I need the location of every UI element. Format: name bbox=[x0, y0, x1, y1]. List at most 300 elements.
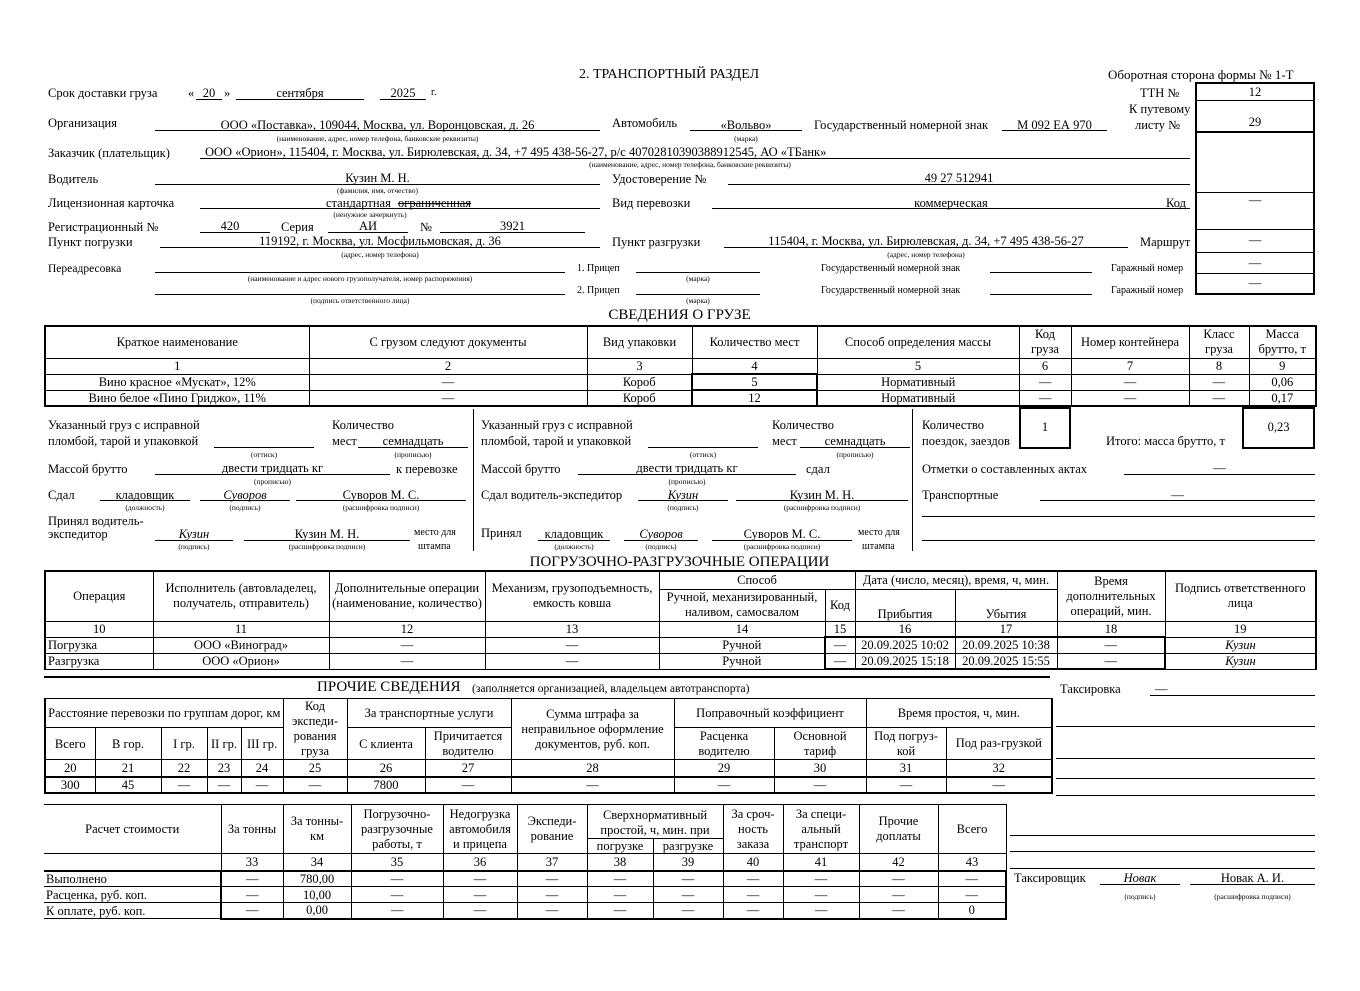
driver-gave-signature: Кузин bbox=[667, 488, 699, 502]
acc-signature: Кузин bbox=[178, 527, 210, 541]
ops-h-additional: Дополнительные операции (наименование, количество) bbox=[329, 571, 485, 621]
other-h-services: За транспортные услуги bbox=[347, 699, 511, 728]
no-label: № bbox=[420, 220, 432, 234]
gave-label: Сдал bbox=[48, 488, 75, 502]
code-value: — bbox=[1248, 193, 1262, 207]
cost-num: 34 bbox=[283, 854, 351, 871]
other-title: ПРОЧИЕ СВЕДЕНИЯ bbox=[317, 679, 461, 695]
ops-cell: Разгрузка bbox=[45, 653, 153, 669]
cost-h: Всего bbox=[938, 805, 1006, 854]
waybill-value: 29 bbox=[1248, 115, 1262, 129]
gave-name: Суворов М. С. bbox=[342, 488, 420, 502]
ops-h-operation: Операция bbox=[45, 571, 153, 621]
transport-value: — bbox=[1171, 488, 1184, 502]
cost-cell: — bbox=[859, 903, 938, 919]
other-cell: — bbox=[425, 777, 511, 793]
cargo-cell: 0,17 bbox=[1249, 390, 1316, 406]
cost-cell: — bbox=[221, 903, 283, 919]
imprint-hint: (оттиск) bbox=[689, 450, 717, 459]
other-cell: 300 bbox=[45, 777, 95, 793]
cost-h-calc: Расчет стоимости bbox=[44, 805, 221, 854]
qty-label-2: Количество bbox=[772, 418, 834, 432]
seal-left-l2: пломбой, тарой и упаковкой bbox=[48, 434, 199, 448]
mass-value: двести тридцать кг bbox=[221, 461, 324, 475]
places-label-2: мест bbox=[772, 434, 797, 448]
cargo-cell: — bbox=[1071, 374, 1189, 390]
stamp2-l2: штампа bbox=[862, 541, 895, 552]
cost-cell: — bbox=[443, 871, 517, 887]
cost-h: Экспеди-рование bbox=[517, 805, 587, 854]
redirect-hint-2: (подпись ответственного лица) bbox=[310, 296, 410, 305]
no-value: 3921 bbox=[500, 219, 525, 233]
ops-cell: Кузин bbox=[1165, 653, 1316, 669]
total-label: Итого: масса брутто, т bbox=[1106, 434, 1225, 448]
cost-cell: — bbox=[221, 871, 283, 887]
ops-cell: Ручной bbox=[659, 637, 825, 653]
trailer2-label: 2. Прицеп bbox=[577, 285, 620, 296]
form-label: Оборотная сторона формы № 1-Т bbox=[1108, 67, 1294, 82]
cargo-cell: — bbox=[1019, 390, 1071, 406]
acc2-signature: Суворов bbox=[639, 527, 683, 541]
ops-num: 17 bbox=[955, 621, 1057, 637]
table-row bbox=[45, 390, 1316, 406]
places-value-2: семнадцать bbox=[824, 434, 886, 448]
other-num: 22 bbox=[161, 760, 207, 777]
cost-h-excess: Сверхнормативный простой, ч, мин. при bbox=[587, 805, 723, 839]
cost-num: 39 bbox=[653, 854, 723, 871]
seal-mid-l2: пломбой, тарой и упаковкой bbox=[481, 434, 632, 448]
series-label: Серия bbox=[281, 220, 314, 234]
garage1-value: — bbox=[1248, 256, 1262, 270]
cost-cell: — bbox=[723, 903, 783, 919]
ops-h-executor: Исполнитель (автовладелец, получатель, отправитель) bbox=[153, 571, 329, 621]
cargo-cell: — bbox=[1189, 390, 1249, 406]
other-num: 30 bbox=[774, 760, 866, 777]
cert-label: Удостоверение № bbox=[612, 172, 707, 186]
transport-kind-label: Вид перевозки bbox=[612, 196, 691, 210]
driver-gave-name: Кузин М. Н. bbox=[789, 488, 855, 502]
cost-row-label: Выполнено bbox=[44, 871, 221, 887]
cost-h-load: погрузке bbox=[587, 839, 653, 854]
cargo-cell: 0,06 bbox=[1249, 374, 1316, 390]
other-sub: I гр. bbox=[161, 728, 207, 760]
trailer1-hint: (марка) bbox=[686, 274, 710, 283]
cargo-h-docs: С грузом следуют документы bbox=[309, 326, 587, 358]
ops-h-code: Код bbox=[825, 589, 855, 621]
redirect-label: Переадресовка bbox=[48, 263, 122, 275]
accepted-l1: Принял водитель- bbox=[48, 514, 144, 528]
table-row bbox=[45, 777, 1052, 793]
customer-hint: (наименование, адрес, номер телефона, банковские реквизиты) bbox=[589, 160, 791, 169]
trailer1-plate-label: Государственный номерной знак bbox=[821, 263, 961, 274]
ops-cell: 20.09.2025 10:38 bbox=[955, 637, 1057, 653]
ops-h-time: Время дополнительных операций, мин. bbox=[1057, 571, 1165, 621]
license-value: стандартная bbox=[326, 196, 391, 210]
ops-title: ПОГРУЗОЧНО-РАЗГРУЗОЧНЫЕ ОПЕРАЦИИ bbox=[529, 554, 830, 570]
trailer2-hint: (марка) bbox=[686, 296, 710, 305]
ops-cell: Кузин bbox=[1165, 637, 1316, 653]
cargo-num: 6 bbox=[1019, 358, 1071, 374]
cost-cell: — bbox=[723, 887, 783, 903]
sign-hint: (подпись) bbox=[645, 542, 677, 551]
ops-h-departure: Убытия bbox=[955, 589, 1057, 621]
imprint-hint: (оттиск) bbox=[250, 450, 278, 459]
cargo-cell: Вино красное «Мускат», 12% bbox=[45, 374, 309, 390]
cargo-h-mass: Масса брутто, т bbox=[1249, 326, 1316, 358]
cost-cell: 0,00 bbox=[283, 903, 351, 919]
auto-value: «Вольво» bbox=[720, 118, 772, 132]
cargo-h-container: Номер контейнера bbox=[1071, 326, 1189, 358]
cargo-cell: — bbox=[1189, 374, 1249, 390]
cost-cell: — bbox=[653, 887, 723, 903]
ops-num: 12 bbox=[329, 621, 485, 637]
unload-label: Пункт разгрузки bbox=[612, 235, 701, 249]
acc-name: Кузин М. Н. bbox=[294, 527, 360, 541]
cost-cell: — bbox=[587, 903, 653, 919]
other-cell: — bbox=[161, 777, 207, 793]
places-label: мест bbox=[332, 434, 357, 448]
other-h-idle: Время простоя, ч, мин. bbox=[866, 699, 1052, 728]
other-h-fine: Сумма штрафа за неправильное оформление документов, руб. коп. bbox=[511, 699, 674, 760]
other-h-distance: Расстояние перевозки по группам дорог, км bbox=[45, 699, 283, 728]
other-num: 25 bbox=[283, 760, 347, 777]
cost-cell: — bbox=[351, 871, 443, 887]
ops-table bbox=[44, 570, 1317, 670]
customer-value: ООО «Орион», 115404, г. Москва, ул. Бирюлевская, д. 34, +7 495 438-56-27, р/с 40702810390388912545, АО «ТБанк» bbox=[205, 145, 827, 159]
ops-cell: Ручной bbox=[659, 653, 825, 669]
cost-h: За специ-альный транспорт bbox=[783, 805, 859, 854]
table-row bbox=[44, 887, 1006, 903]
other-cell: — bbox=[946, 777, 1052, 793]
stamp2-l1: место для bbox=[858, 527, 900, 538]
ttn-value: 12 bbox=[1248, 85, 1262, 99]
driver-hint: (фамилия, имя, отчество) bbox=[337, 186, 418, 195]
plate-label: Государственный номерной знак bbox=[814, 118, 989, 132]
decode-hint: (расшифровка подписи) bbox=[743, 542, 821, 551]
ops-cell: Погрузка bbox=[45, 637, 153, 653]
cost-cell: — bbox=[653, 871, 723, 887]
trips-l2: поездок, заездов bbox=[922, 434, 1010, 448]
ops-h-arrival: Прибытия bbox=[855, 589, 955, 621]
ops-cell: — bbox=[485, 653, 659, 669]
auto-hint: (марка) bbox=[734, 134, 758, 143]
delivery-month: сентября bbox=[276, 86, 324, 100]
ops-cell: ООО «Виноград» bbox=[153, 637, 329, 653]
cost-cell: 780,00 bbox=[283, 871, 351, 887]
cost-num: 38 bbox=[587, 854, 653, 871]
other-sub: В гор. bbox=[95, 728, 161, 760]
acts-value: — bbox=[1213, 461, 1226, 475]
trailer2-plate-label: Государственный номерной знак bbox=[821, 285, 961, 296]
accepted-l2: экспедитор bbox=[48, 527, 108, 541]
other-sub: Основной тариф bbox=[774, 728, 866, 760]
acc2-name: Суворов М. С. bbox=[743, 527, 821, 541]
taxer-sign-hint: (подпись) bbox=[1124, 892, 1156, 901]
cost-num: 37 bbox=[517, 854, 587, 871]
taxer-decode-hint: (расшифровка подписи) bbox=[1214, 892, 1291, 901]
cargo-h-mass-method: Способ определения массы bbox=[817, 326, 1019, 358]
other-sub: С клиента bbox=[347, 728, 425, 760]
other-num: 26 bbox=[347, 760, 425, 777]
cost-h: Недогрузка автомобиля и прицепа bbox=[443, 805, 517, 854]
sign-hint: (подпись) bbox=[667, 503, 699, 512]
other-sub: Расценка водителю bbox=[674, 728, 774, 760]
other-cell: — bbox=[774, 777, 866, 793]
redirect-hint-1: (наименование и адрес нового грузополучателя, номер распоряжения) bbox=[247, 274, 473, 283]
cost-cell: — bbox=[938, 871, 1006, 887]
ops-cell: — bbox=[485, 637, 659, 653]
cost-num: 42 bbox=[859, 854, 938, 871]
quote-open: « bbox=[188, 86, 195, 100]
ops-h-method: Способ bbox=[659, 571, 855, 589]
acc2-position: кладовщик bbox=[544, 527, 604, 541]
accepted2-label: Принял bbox=[481, 526, 522, 540]
cost-cell: — bbox=[587, 887, 653, 903]
cost-cell: — bbox=[783, 871, 859, 887]
cost-h-unload: разгрузке bbox=[653, 839, 723, 854]
cost-num: 35 bbox=[351, 854, 443, 871]
ops-num: 13 bbox=[485, 621, 659, 637]
other-cell: — bbox=[207, 777, 241, 793]
trips-value: 1 bbox=[1041, 420, 1049, 434]
cost-cell: — bbox=[783, 903, 859, 919]
other-cell: 45 bbox=[95, 777, 161, 793]
total-value: 0,23 bbox=[1267, 420, 1290, 434]
other-num: 23 bbox=[207, 760, 241, 777]
table-row bbox=[45, 653, 1316, 669]
cargo-h-class: Класс груза bbox=[1189, 326, 1249, 358]
trips-l1: Количество bbox=[922, 418, 984, 432]
other-sub: Всего bbox=[45, 728, 95, 760]
cost-h: Погрузочно-разгрузочные работы, т bbox=[351, 805, 443, 854]
ops-cell: 20.09.2025 15:18 bbox=[855, 653, 955, 669]
table-row bbox=[44, 871, 1006, 887]
ops-num: 15 bbox=[825, 621, 855, 637]
cargo-cell: — bbox=[1019, 374, 1071, 390]
cargo-cell: Короб bbox=[587, 374, 692, 390]
org-value: ООО «Поставка», 109044, Москва, ул. Воронцовская, д. 26 bbox=[220, 118, 535, 132]
taxer-name: Новак А. И. bbox=[1220, 871, 1285, 885]
cost-cell: — bbox=[938, 887, 1006, 903]
auto-label: Автомобиль bbox=[612, 116, 678, 130]
garage2-label: Гаражный номер bbox=[1111, 285, 1184, 296]
ops-num: 19 bbox=[1165, 621, 1316, 637]
cargo-table bbox=[44, 325, 1317, 407]
sign-hint: (подпись) bbox=[178, 542, 210, 551]
cargo-cell: Вино белое «Пино Гриджо», 11% bbox=[45, 390, 309, 406]
license-label: Лицензионная карточка bbox=[48, 196, 175, 210]
driver-gave-label: Сдал водитель-экспедитор bbox=[481, 488, 623, 502]
unload-value: 115404, г. Москва, ул. Бирюлевская, д. 34, +7 495 438-56-27 bbox=[768, 234, 1084, 248]
org-label: Организация bbox=[48, 116, 117, 130]
mass-value-2: двести тридцать кг bbox=[636, 461, 738, 475]
other-sub: III гр. bbox=[241, 728, 283, 760]
cargo-cell: Короб bbox=[587, 390, 692, 406]
ops-num: 11 bbox=[153, 621, 329, 637]
loading-value: 119192, г. Москва, ул. Мосфильмовская, д. 36 bbox=[259, 234, 501, 248]
other-title-note: (заполняется организацией, владельцем автотранспорта) bbox=[472, 683, 750, 695]
cost-h: За тонны bbox=[221, 805, 283, 854]
cert-value: 49 27 512941 bbox=[924, 171, 994, 185]
other-sub: Причитается водителю bbox=[425, 728, 511, 760]
table-row bbox=[45, 637, 1316, 653]
cost-cell: — bbox=[783, 887, 859, 903]
loading-hint: (адрес, номер телефона) bbox=[341, 250, 419, 259]
ops-cell: 20.09.2025 15:55 bbox=[955, 653, 1057, 669]
cargo-num: 8 bbox=[1189, 358, 1249, 374]
reg-label: Регистрационный № bbox=[48, 220, 159, 234]
license-struck: ограниченная bbox=[398, 196, 472, 210]
other-h-coef: Поправочный коэффициент bbox=[674, 699, 866, 728]
ops-cell: ООО «Орион» bbox=[153, 653, 329, 669]
cost-cell: — bbox=[517, 903, 587, 919]
cost-cell: — bbox=[517, 887, 587, 903]
other-cell: — bbox=[866, 777, 946, 793]
reg-number: 420 bbox=[220, 219, 240, 233]
cost-h: Прочие доплаты bbox=[859, 805, 938, 854]
cargo-cell: — bbox=[1071, 390, 1189, 406]
cost-cell: — bbox=[351, 887, 443, 903]
cost-cell: 0 bbox=[938, 903, 1006, 919]
cargo-num: 1 bbox=[45, 358, 309, 374]
other-cell: — bbox=[674, 777, 774, 793]
taxer-signature: Новак bbox=[1123, 871, 1157, 885]
waybill-label-1: К путевому bbox=[1129, 102, 1191, 116]
cargo-num: 4 bbox=[692, 358, 817, 374]
transport-label: Транспортные bbox=[922, 488, 999, 502]
handed-over: сдал bbox=[806, 462, 830, 476]
cost-table bbox=[44, 804, 1007, 920]
cargo-num: 7 bbox=[1071, 358, 1189, 374]
other-cell: 7800 bbox=[347, 777, 425, 793]
series-value: АИ bbox=[358, 219, 378, 233]
to-transport: к перевозке bbox=[396, 462, 458, 476]
cargo-cell: 12 bbox=[692, 390, 817, 406]
customer-label: Заказчик (плательщик) bbox=[48, 146, 170, 160]
places-value: семнадцать bbox=[382, 434, 444, 448]
stamp-l1: место для bbox=[414, 527, 456, 538]
waybill-label-2: листу № bbox=[1135, 118, 1181, 132]
words-hint: (прописью) bbox=[836, 450, 874, 459]
cost-h: За тонны-км bbox=[283, 805, 351, 854]
ops-h-date: Дата (число, месяц), время, ч, мин. bbox=[855, 571, 1057, 589]
section-title: 2. ТРАНСПОРТНЫЙ РАЗДЕЛ bbox=[579, 67, 760, 82]
route-value: — bbox=[1248, 233, 1262, 247]
gave-position: кладовщик bbox=[115, 488, 175, 502]
driver-value: Кузин М. Н. bbox=[345, 171, 410, 185]
cargo-h-pack: Вид упаковки bbox=[587, 326, 692, 358]
ttn-label: ТТН № bbox=[1140, 86, 1180, 100]
position-hint: (должность) bbox=[125, 503, 165, 512]
cargo-num: 3 bbox=[587, 358, 692, 374]
position-hint: (должность) bbox=[554, 542, 594, 551]
transport-kind-value: коммерческая bbox=[914, 196, 988, 210]
license-hint: (ненужное зачеркнуть) bbox=[333, 210, 407, 219]
delivery-year: 2025 bbox=[390, 86, 416, 100]
ops-num: 18 bbox=[1057, 621, 1165, 637]
ops-num: 16 bbox=[855, 621, 955, 637]
taxation-value: — bbox=[1155, 682, 1168, 696]
ops-cell: — bbox=[1057, 653, 1165, 669]
gave-signature: Суворов bbox=[223, 488, 267, 502]
garage1-label: Гаражный номер bbox=[1111, 263, 1184, 274]
cargo-h-code: Код груза bbox=[1019, 326, 1071, 358]
decode-hint: (расшифровка подписи) bbox=[783, 503, 861, 512]
taxer-label: Таксировщик bbox=[1014, 871, 1086, 885]
cost-cell: — bbox=[859, 871, 938, 887]
cost-cell: — bbox=[723, 871, 783, 887]
words-hint: (прописью) bbox=[394, 450, 432, 459]
taxation-label: Таксировка bbox=[1060, 682, 1121, 696]
acts-label: Отметки о составленных актах bbox=[922, 462, 1088, 476]
other-cell: — bbox=[241, 777, 283, 793]
trailer1-label: 1. Прицеп bbox=[577, 263, 620, 274]
unload-hint: (адрес, номер телефона) bbox=[887, 250, 965, 259]
ops-cell: — bbox=[329, 637, 485, 653]
other-num: 20 bbox=[45, 760, 95, 777]
sign-hint: (подпись) bbox=[229, 503, 261, 512]
cargo-cell: — bbox=[309, 390, 587, 406]
org-hint: (наименование, адрес, номер телефона, банковские реквизиты) bbox=[276, 134, 479, 143]
ops-h-method-sub: Ручной, механизированный, наливом, самосвалом bbox=[659, 589, 825, 621]
other-num: 31 bbox=[866, 760, 946, 777]
cost-num: 41 bbox=[783, 854, 859, 871]
cargo-cell: 5 bbox=[692, 374, 817, 390]
cost-row-label: К оплате, руб. коп. bbox=[44, 903, 221, 919]
cost-cell: — bbox=[443, 903, 517, 919]
table-row bbox=[45, 374, 1316, 390]
mass-hint: (прописью) bbox=[254, 477, 291, 486]
cost-cell: — bbox=[221, 887, 283, 903]
decode-hint: (расшифровка подписи) bbox=[342, 503, 420, 512]
quote-close: » bbox=[224, 86, 231, 100]
other-num: 24 bbox=[241, 760, 283, 777]
ops-cell: 20.09.2025 10:02 bbox=[855, 637, 955, 653]
ops-cell: — bbox=[825, 637, 855, 653]
year-suffix: г. bbox=[431, 87, 437, 98]
cost-h: За сроч-ность заказа bbox=[723, 805, 783, 854]
mass-label: Массой брутто bbox=[48, 462, 128, 476]
other-num: 27 bbox=[425, 760, 511, 777]
other-num: 32 bbox=[946, 760, 1052, 777]
other-num: 29 bbox=[674, 760, 774, 777]
cargo-cell: Нормативный bbox=[817, 390, 1019, 406]
qty-label: Количество bbox=[332, 418, 394, 432]
cargo-h-places: Количество мест bbox=[692, 326, 817, 358]
cost-cell: — bbox=[517, 871, 587, 887]
other-cell: — bbox=[283, 777, 347, 793]
cost-cell: — bbox=[653, 903, 723, 919]
other-sub: Под погруз-кой bbox=[866, 728, 946, 760]
other-cell: — bbox=[511, 777, 674, 793]
ops-num: 14 bbox=[659, 621, 825, 637]
loading-label: Пункт погрузки bbox=[48, 235, 133, 249]
ops-cell: — bbox=[1057, 637, 1165, 653]
cost-cell: — bbox=[443, 887, 517, 903]
stamp-l2: штампа bbox=[418, 541, 451, 552]
ops-cell: — bbox=[825, 653, 855, 669]
cargo-h-name: Краткое наименование bbox=[45, 326, 309, 358]
cost-num: 40 bbox=[723, 854, 783, 871]
ops-h-mechanism: Механизм, грузоподъемность, емкость ковша bbox=[485, 571, 659, 621]
other-h-exp-code: Код экспеди-рования груза bbox=[283, 699, 347, 760]
other-table bbox=[44, 698, 1053, 794]
route-label: Маршрут bbox=[1140, 235, 1191, 249]
ops-num: 10 bbox=[45, 621, 153, 637]
cargo-title: СВЕДЕНИЯ О ГРУЗЕ bbox=[608, 307, 751, 323]
cost-cell: — bbox=[859, 887, 938, 903]
cargo-num: 2 bbox=[309, 358, 587, 374]
